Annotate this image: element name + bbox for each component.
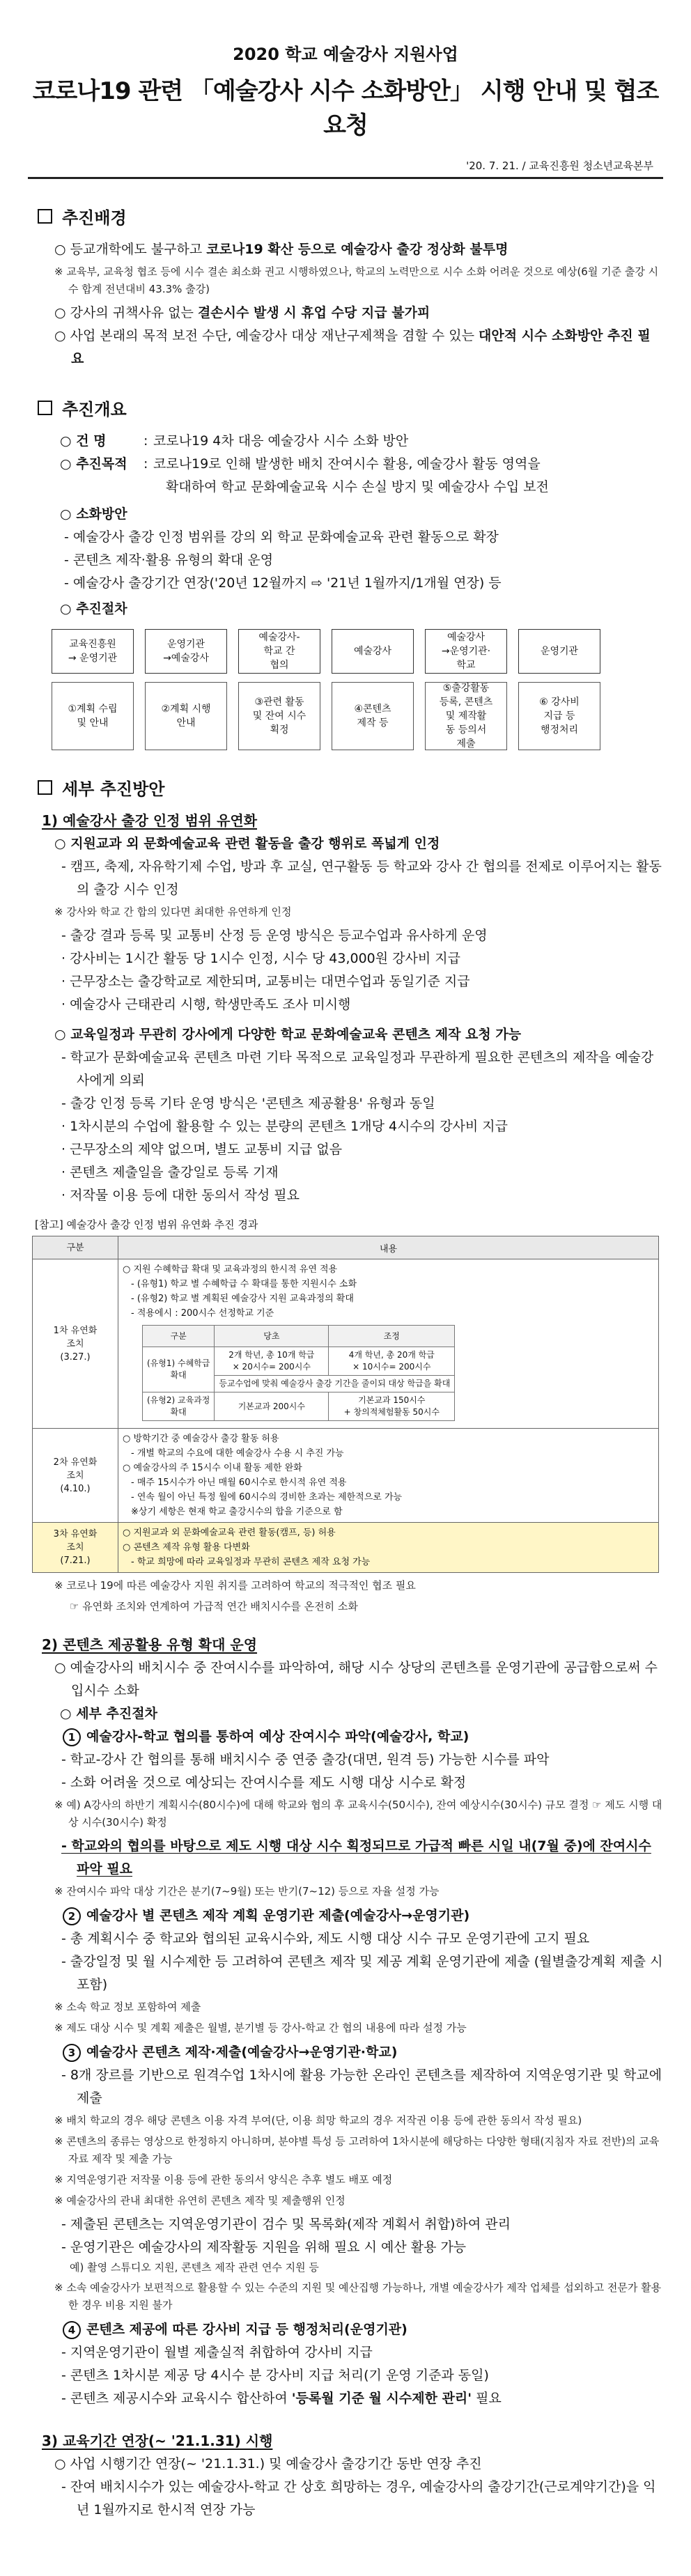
process-step (332, 629, 414, 750)
bullet-point: ○ 강사의 귀책사유 없는 결손시수 발생 시 휴업 수당 지급 불가피 (54, 305, 430, 320)
detail-item: - 소화 어려울 것으로 예상되는 잔여시수를 제도 시행 대상 시수로 확정 (61, 1775, 467, 1790)
note: ※ 소속 학교 정보 포함하여 제출 (54, 2001, 201, 2013)
process-step-action: ④콘텐츠 제작 등 (332, 682, 414, 750)
note: ※ 잔여시수 파악 대상 기간은 분기(7~9월) 또는 반기(7~12) 등으로 자율 설정 가능 (54, 1885, 440, 1898)
detail-item: - 콘텐츠 1차시분 제공 당 4시수 분 강사비 지급 처리(기 운영 기준과 동일) (61, 2368, 489, 2383)
detail-item: · 예술강사 근태관리 시행, 학생만족도 조사 미시행 (61, 997, 351, 1012)
stage-cell: 1차 유연화 조치 (3.27.) (33, 1259, 118, 1429)
process-flow (52, 629, 663, 750)
section-heading-details (38, 775, 663, 800)
detail-item: · 근무장소의 제약 없으며, 별도 교통비 지급 없음 (61, 1142, 343, 1157)
detail-item: - 제출된 콘텐츠는 지역운영기관이 검수 및 목록화(제작 계획서 취합)하여 관리 (61, 2217, 511, 2232)
note: ※ 강사와 학교 간 합의 있다면 최대한 유연하게 인정 (54, 906, 292, 918)
note: ※ 제도 대상 시수 및 계획 제출은 월별, 분기별 등 강사-학교 간 협의 내용에 따라 설정 가능 (54, 2022, 467, 2034)
process-step (145, 629, 227, 750)
detail-item: - 학교와의 협의를 바탕으로 제도 시행 대상 시수 획정되므로 가급적 빠른 시일 내(7월 중)에 잔여시수 파악 필요 (61, 1838, 651, 1877)
process-step (52, 629, 134, 750)
number-2-icon: 2 (63, 1907, 81, 1925)
plan-label: ○ 소화방안 (60, 506, 127, 522)
content-cell: ○ 방학기간 중 예술강사 출강 활동 허용 - 개별 학교의 수요에 대한 예술강사 수용 시 추진 가능 ○ 예술강사의 주 15시수 이내 활동 제한 완화 - 매주 15시수가 아닌 매월 60시수로 한시적 유연 적용 - 연속 월이 아닌 특정 월에 60시수의 경비한 초과는 제한적으로 가능 ※상기 세항은 현재 학교 출강시수의 합을 기준으로 함 (118, 1429, 659, 1523)
detail-item: · 강사비는 1시간 활동 당 1시수 인정, 시수 당 43,000원 강사비 지급 (61, 951, 460, 966)
process-step-actor: 예술강사 (332, 629, 414, 674)
section-title: 세부 추진방안 (62, 779, 165, 799)
bullet-point: ○ 세부 추진절차 (60, 1706, 157, 1721)
document-page (28, 0, 663, 2522)
process-step-actor: 운영기관 (518, 629, 600, 674)
process-step-actor: 예술강사- 학교 간 협의 (238, 629, 320, 674)
detail-item: · 콘텐츠 제출일을 출강일로 등록 기재 (61, 1165, 279, 1180)
note: ※ 교육부, 교육청 협조 등에 시수 결손 최소화 권고 시행하였으나, 학교의 노력만으로 시수 소화 어려운 것으로 예상(6월 기준 출강 시수 합계 전년대비 43.3% 출강) (54, 265, 659, 295)
step-title: 3 예술강사 콘텐츠 제작·제출(예술강사→운영기관·학교) (28, 2041, 663, 2064)
detail-item: - 운영기관은 예술강사의 제작활동 지원을 위해 필요 시 예산 활용 가능 (61, 2240, 467, 2255)
table-caption: [참고] 예술강사 출강 인정 범위 유연화 추진 경과 (35, 1218, 258, 1231)
section-title: 추진개요 (62, 400, 127, 419)
detail-item: - 출강 결과 등록 및 교통비 산정 등 운영 방식은 등교수업과 유사하게 운영 (61, 928, 488, 943)
subsection-heading: 1) 예술강사 출강 인정 범위 유연화 (42, 812, 258, 829)
step-title: 2 예술강사 별 콘텐츠 제작 계획 운영기관 제출(예술강사→운영기관) (28, 1904, 663, 1927)
detail-item: - 8개 장르를 기반으로 원격수업 1차시에 활용 가능한 온라인 콘텐츠를 제작하여 지역운영기관 및 학교에 제출 (61, 2067, 662, 2106)
section-heading-background (38, 204, 663, 228)
detail-item: - 학교-강사 간 협의를 통해 배치시수 중 연중 출강(대면, 원격 등) 가능한 시수를 파악 (61, 1752, 550, 1767)
table-row (33, 1429, 659, 1523)
process-step (238, 629, 320, 750)
process-step (518, 629, 600, 750)
process-label: ○ 추진절차 (60, 601, 127, 616)
content-cell: ○ 지원교과 외 문화예술교육 관련 활동(캠프, 등) 허용 ○ 콘텐츠 제작 유형 활용 다변화 - 학교 희망에 따라 교육일정과 무관히 콘텐츠 제작 요청 가능 (118, 1523, 659, 1573)
process-step-action: ②계획 시행 안내 (145, 682, 227, 750)
step-title: 1 예술강사-학교 협의를 통하여 예상 잔여시수 파악(예술강사, 학교) (28, 1725, 663, 1748)
note: ※ 소속 예술강사가 보편적으로 활용할 수 있는 수준의 지원 및 예산집행 가능하나, 개별 예술강사가 제작 업체를 섭외하고 전문가 활용한 경우 비용 지원 불가 (54, 2281, 662, 2311)
stage-cell: 2차 유연화 조치 (4.10.) (33, 1429, 118, 1523)
note: ※ 예) A강사의 하반기 계획시수(80시수)에 대해 학교와 협의 후 교육시수(50시수), 잔여 예상시수(30시수) 규모 결정 ☞ 제도 시행 대상 시수(30시수) 확정 (54, 1799, 662, 1829)
process-step-action: ⑤출강활동 등록, 콘텐츠 및 제작활 동 등의서 제출 (425, 682, 507, 750)
detail-item: - 캠프, 축제, 자유학기제 수업, 방과 후 교실, 연구활동 등 학교와 강사 간 협의를 전제로 이루어지는 활동의 출강 시수 인정 (61, 859, 662, 897)
process-step (425, 629, 507, 750)
stage-cell: 3차 유연화 조치 (7.21.) (33, 1523, 118, 1573)
number-1-icon: 1 (63, 1728, 81, 1746)
example-table: 구분 당초 조정 (유형1) 수혜학급 확대 2개 학년, 총 10개 학급 × 20시수= 200시수 4개 학년, 총 20개 학급 × 10시수= 200시수 등교수업에 맞춰 예술강사 출강 기간을 줄이되 대상 학급을 확대 (유형2) 교육과정 확대 기본교과 200시수 기본교과 150시수 + 창의적체험활동 50시수 (142, 1325, 455, 1421)
subsection-heading: 3) 교육기간 연장(~ '21.1.31) 시행 (42, 2433, 273, 2449)
note: 예) 촬영 스튜디오 지원, 콘텐츠 제작 관련 연수 지원 등 (70, 2261, 319, 2274)
plan-item: - 예술강사 출강 인정 범위를 강의 외 학교 문화예술교육 관련 활동으로 확장 (64, 529, 499, 545)
process-step-actor: 교육진흥원 → 운영기관 (52, 629, 134, 674)
section-title: 추진배경 (62, 208, 127, 228)
detail-item: - 총 계획시수 중 학교와 협의된 교육시수와, 제도 시행 대상 시수 규모 운영기관에 고지 필요 (61, 1931, 590, 1946)
note: ☞ 유연화 조치와 연계하여 가급적 연간 배치시수를 온전히 소화 (70, 1600, 358, 1613)
detail-item: - 지역운영기관이 월별 제출실적 취합하여 강사비 지급 (61, 2345, 373, 2360)
subsection-heading: 2) 콘텐츠 제공활용 유형 확대 운영 (42, 1636, 258, 1653)
note: ※ 코로나 19에 따른 예술강사 지원 취지를 고려하여 학교의 적극적인 협조 필요 (54, 1579, 416, 1592)
square-bullet-icon (38, 209, 52, 224)
doc-title: 코로나19 관련 「예술강사 시수 소화방안」 시행 안내 및 협조요청 (32, 77, 659, 139)
note: ※ 지역운영기관 저작물 이용 등에 관한 동의서 양식은 추후 별도 배포 예정 (54, 2173, 393, 2186)
step-title: 4 콘텐츠 제공에 따른 강사비 지급 등 행정처리(운영기관) (28, 2318, 663, 2341)
progress-table (32, 1236, 659, 1573)
bullet-point: ○ 지원교과 외 문화예술교육 관련 활동을 출강 행위로 폭넓게 인정 (54, 836, 440, 851)
process-step-action: ③관련 활동 및 잔여 시수 획정 (238, 682, 320, 750)
overview-row: ○ 추진목적 : 코로나19로 인해 발생한 배치 잔여시수 활용, 예술강사 활동 영역을 (60, 456, 541, 472)
detail-item: · 근무장소는 출강학교로 제한되며, 교통비는 대면수업과 동일기준 지급 (61, 974, 470, 989)
note: ※ 배치 학교의 경우 해당 콘텐츠 이용 자격 부여(단, 이용 희망 학교의 경우 저작권 이용 등에 관한 동의서 작성 필요) (54, 2114, 582, 2127)
doc-date-line: '20. 7. 21. / 교육진흥원 청소년교육본부 (466, 160, 653, 172)
detail-item: · 저작물 이용 등에 대한 동의서 작성 필요 (61, 1188, 300, 1203)
plan-item: - 예술강사 출강기간 연장('20년 12월까지 ⇨ '21년 1월까지/1개월 연장) 등 (64, 575, 502, 591)
table-header: 구분 (33, 1236, 118, 1259)
plan-item: - 콘텐츠 제작·활용 유형의 확대 운영 (64, 552, 274, 568)
table-header-row (33, 1236, 659, 1259)
bullet-point: ○ 등교개학에도 불구하고 코로나19 확산 등으로 예술강사 출강 정상화 불투명 (54, 242, 508, 257)
table-row (33, 1259, 659, 1429)
detail-item: - 잔여 배치시수가 있는 예술강사-학교 간 상호 희망하는 경우, 예술강사의 출강기간(근로계약기간)을 익년 1월까지로 한시적 연장 가능 (61, 2479, 656, 2517)
note: ※ 콘텐츠의 종류는 영상으로 한정하지 아니하며, 분야별 특성 등 고려하여 1차시분에 해당하는 다양한 형태(지침자 자료 전반)의 교육자료 제작 및 제출 가능 (54, 2135, 660, 2165)
table-header: 내용 (118, 1236, 659, 1259)
detail-item: - 콘텐츠 제공시수와 교육시수 합산하여 '등록월 기준 월 시수제한 관리' 필요 (61, 2391, 502, 2406)
table-row-highlighted (33, 1523, 659, 1573)
process-step-actor: 운영기관 →예술강사 (145, 629, 227, 674)
section-heading-overview (38, 396, 663, 420)
overview-row: ○ 건 명 : 코로나19 4차 대응 예술강사 시수 소화 방안 (60, 433, 409, 449)
detail-item: - 학교가 문화예술교육 콘텐츠 마련 기타 목적으로 교육일정과 무관하게 필요한 콘텐츠의 제작을 예술강사에게 의뢰 (61, 1050, 654, 1088)
process-step-action: ①계획 수립 및 안내 (52, 682, 134, 750)
bullet-point: ○ 교육일정과 무관히 강사에게 다양한 학교 문화예술교육 콘텐츠 제작 요청 가능 (54, 1027, 522, 1042)
overview-row-cont: 확대하여 학교 문화예술교육 시수 손실 방지 및 예술강사 수입 보전 (166, 479, 549, 495)
number-4-icon: 4 (63, 2321, 81, 2339)
title-divider (28, 177, 663, 179)
note: ※ 예술강사의 관내 최대한 유연히 콘텐츠 제작 및 제출행위 인정 (54, 2194, 346, 2207)
doc-subtitle: 2020 학교 예술강사 지원사업 (233, 45, 458, 64)
detail-item: · 1차시분의 수업에 활용할 수 있는 분량의 콘텐츠 1개당 4시수의 강사비 지급 (61, 1119, 508, 1134)
bullet-point: ○ 사업 본래의 목적 보전 수단, 예술강사 대상 재난구제책을 겸할 수 있는 대안적 시수 소화방안 추진 필요 (54, 328, 651, 366)
square-bullet-icon (38, 401, 52, 415)
process-step-action: ⑥ 강사비 지급 등 행정처리 (518, 682, 600, 750)
bullet-point: ○ 사업 시행기간 연장(~ '21.1.31.) 및 예술강사 출강기간 동반 연장 추진 (54, 2456, 482, 2472)
detail-item: - 출강일정 및 월 시수제한 등 고려하여 콘텐츠 제작 및 제공 계획 운영기관에 제출 (월별출강계획 제출 시 포함) (61, 1954, 663, 1992)
content-cell: ○ 지원 수혜학급 확대 및 교육과정의 한시적 유연 적용 - (유형1) 학교 별 수혜학급 수 확대를 통한 지원시수 소화 - (유형2) 학교 별 계획된 예술강사 지원 교육과정의 확대 - 적용에시 : 200시수 선정학교 기준 구분 당초 조정 (유형1) 수혜학급 확대 2개 학년, 총 10개 학급 × 20시수= 200시수 4개 학년, 총 20개 학급 × 10시수= 200시수 등교수업에 맞춰 예술강사 출강 기간을 줄이되 대상 학급을 확대 (유형2) 교육과정 확대 기본교과 200시수 기본교과 150시수 + 창의적체험활동 50시수 (118, 1259, 659, 1429)
square-bullet-icon (38, 780, 52, 795)
bullet-point: ○ 예술강사의 배치시수 중 잔여시수를 파악하여, 해당 시수 상당의 콘텐츠를 운영기관에 공급함으로써 수입시수 소화 (54, 1660, 658, 1698)
process-step-actor: 예술강사 →운영기관· 학교 (425, 629, 507, 674)
number-3-icon: 3 (63, 2044, 81, 2062)
detail-item: - 출강 인정 등록 기타 운영 방식은 '콘텐츠 제공활용' 유형과 동일 (61, 1096, 435, 1111)
